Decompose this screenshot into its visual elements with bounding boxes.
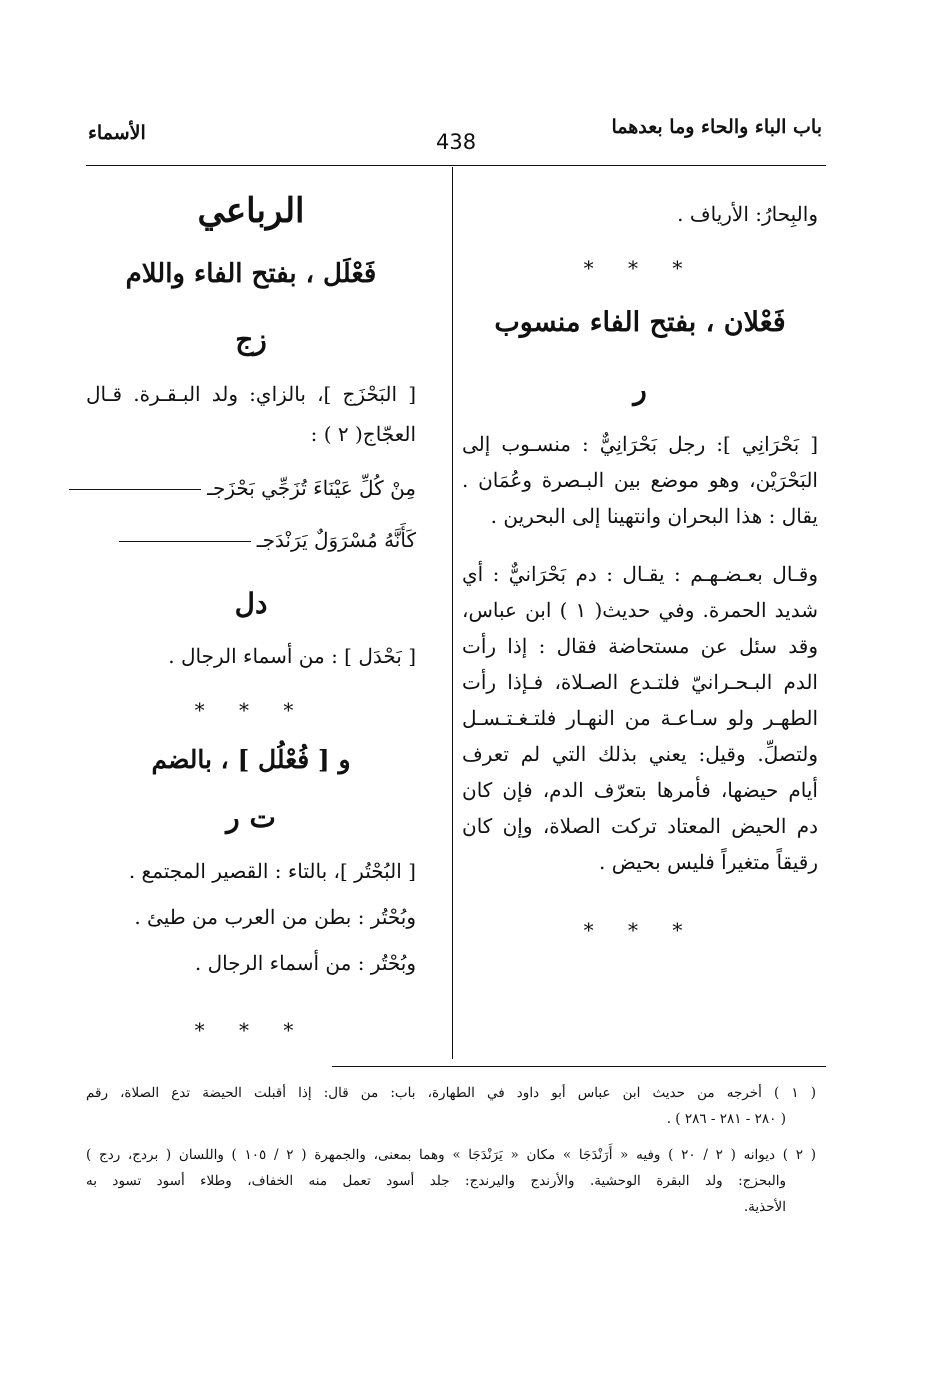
entry-buhtur: [86, 848, 416, 986]
verse-block: [86, 462, 416, 566]
text-line: أيام حيضها، فأمرها بتعرّف الدم، فإن كان: [462, 778, 818, 802]
verse-elongation: [69, 489, 201, 490]
section-heading: فَعْلان ، بفتح الفاء منسوب: [494, 307, 786, 338]
text-line: دم الحيض المعتاد تركت الصلاة، وإن كان: [462, 814, 818, 838]
section-separator: * * *: [194, 698, 308, 722]
footnote-line: ( ٢ ) ديوانه ( ٢ / ٢٠ ) وفيه « أَرَنْدَجَا » مكان « يَرَنْدَجَا » وهما بمعنى، والجمهرة ( ٢ / ١٠٥ ) واللسان ( بردج، ردج ): [86, 1147, 816, 1163]
verse-text: مِنْ كُلِّ عَيْنَاءَ تُزَجِّي بَحْزَجـ: [207, 476, 416, 500]
right-column: [462, 196, 818, 952]
footnote-line: ( ٢٨٠ - ٢٨١ - ٢٨٦ ) .: [666, 1111, 786, 1127]
entry-bahrani: [462, 426, 818, 534]
text-line: [ بَحْدَل ] : من أسماء الرجال .: [168, 644, 416, 668]
text-line: والبِحارُ: الأرياف .: [677, 202, 818, 226]
text-line: [ البَحْزَج ]، بالزاي: ولد البـقـرة. قـال: [86, 382, 416, 406]
text-line: الدم البـحـرانيّ فلتـدع الصـلاة، فـإذا رأت: [462, 670, 818, 694]
section-separator: * * *: [194, 1018, 308, 1042]
root-heading: دل: [234, 587, 268, 620]
column-divider: [452, 167, 453, 1059]
verse-text: كَأَنَّهُ مُسْرَوَلٌ يَرَنْدَجـ: [256, 528, 416, 552]
section-heading: فَعْلَل ، بفتح الفاء واللام: [125, 259, 377, 289]
verse-line: [86, 462, 416, 514]
footnote-1: [86, 1080, 816, 1132]
header-rule: [86, 165, 826, 166]
entry-paragraph: [462, 556, 818, 880]
section-separator: * * *: [583, 256, 697, 280]
root-heading: ت ر: [226, 801, 276, 834]
text-line: يقال : هذا البحران وانتهينا إلى البحرين .: [490, 504, 818, 528]
footnote-line: ( ١ ) أخرجه من حديث ابن عباس أبو داود في الطهارة، باب: من قال: إذا أقبلت الحيضة تدع الصلاة، رقم: [86, 1085, 816, 1101]
text-line: ولتصلِّ. وقيل: يعني بذلك التي لم تعرف: [462, 742, 818, 766]
running-head-chapter: باب الباء والحاء وما بعدهما: [611, 116, 822, 138]
page-number: 438: [436, 130, 477, 154]
verse-elongation: [119, 541, 251, 542]
text-line: [ بَحْرَانِي ]: رجل بَحْرَانِيٌّ : منسـوب إلى: [462, 432, 818, 456]
text-line: الطهـر ولو سـاعـة من النهـار فلتـغـتـسـل: [462, 706, 818, 730]
text-line: شديد الحمرة. وفي حديث( ١ ) ابن عباس،: [462, 598, 818, 622]
text-line: العجّاج( ٢ ) :: [310, 422, 416, 446]
footnote-rule: [332, 1066, 826, 1067]
section-heading: و [ فُعْلُل ] ، بالضم: [151, 745, 351, 774]
footnote-line: والبحزج: ولد البقرة الوحشية. والأرندج واليرندج: جلد أسود تعمل منه الخفاف، وطلاء أسود تسود به: [86, 1173, 786, 1189]
text-line: رقيقاً متغيراً فليس بحيض .: [598, 850, 818, 874]
text-line: [ البُحْتُر ]، بالتاء : القصير المجتمع .: [128, 859, 416, 883]
text-line: البَحْرَيْن، وهو موضع بين البـصرة وعُمَان .: [462, 468, 818, 492]
footnote-line: الأحذية.: [743, 1199, 786, 1215]
text-line: وبُحْتُر : بطن من العرب من طيئ .: [134, 905, 416, 929]
chapter-title: الرباعي: [197, 191, 305, 231]
root-heading: زج: [235, 323, 267, 356]
text-line: وقد سئل عن مستحاضة فقال : إذا رأت: [462, 634, 818, 658]
entry-bahzaj: [86, 374, 416, 454]
text-line: وقـال بعـضـهـم : يقـال : دم بَحْرَانيٌّ : أي: [462, 562, 818, 586]
section-separator: * * *: [583, 918, 697, 942]
root-heading: ر: [633, 373, 647, 406]
running-head-section: الأسماء: [88, 122, 146, 144]
left-column: [86, 180, 416, 1052]
footnote-2: [86, 1142, 816, 1220]
text-line: وبُحْتُر : من أسماء الرجال .: [194, 951, 416, 975]
verse-line: [86, 514, 416, 566]
